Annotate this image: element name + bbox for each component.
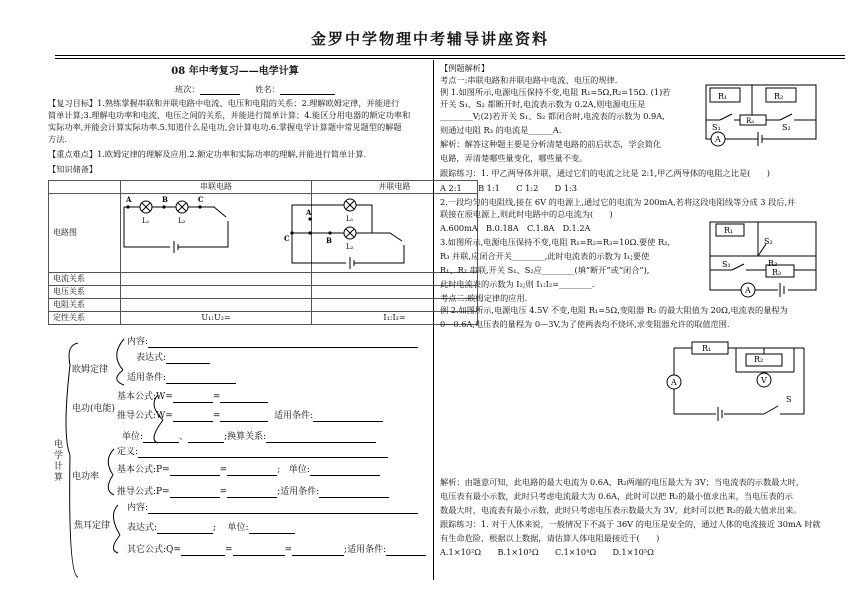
ohm-expression: 表达式: [136,352,210,364]
table-header-cell: 并联电路 [312,181,478,194]
table-row [49,286,478,299]
ohm-content: 内容: [127,336,418,348]
label-R1: R₁ [718,92,728,101]
label-S2: S₂ [764,237,773,246]
analysis-line: 跟踪练习：1. 对于人体来说，一般情况下不高于 36V 的电压是安全的，通过人体的电流接近 30mA 时就 [440,519,821,529]
label-C: C [284,234,290,243]
work-label: 电功(电能) [72,404,116,414]
table-header-row [49,181,478,194]
label-S: S [786,395,792,404]
kp2: 考点二:欧姆定律的应用. [440,293,528,303]
voltmeter-V: V [761,376,767,385]
label-R3: R₃ [772,268,782,277]
label-S1: S₁ [712,123,721,132]
ammeter-A: A [715,135,721,144]
label-B: B [326,236,332,245]
label-C: C [198,195,204,204]
joule-expression: 表达式: ; 单位: [127,522,295,534]
analysis-line: 数最大时，电流表有最小示数，此时只考虑电压表示数最大为 3V，此时可以把 R₂的最大值求出来。 [440,505,802,515]
class-line: 班次： 姓名： [175,83,335,95]
q3-circuit-diagram [706,218,828,300]
power-basic: 基本公式:P= = ; 单位: [117,464,380,476]
power-label: 电功率 [72,472,100,482]
table-row [49,273,478,286]
work-derived: 推导公式:W= = 适用条件: [117,410,383,422]
power-definition: 定义: [117,446,388,458]
q2-line: 联接在原电源上,则此时电路中的总电流为( ) [440,209,613,219]
label-R2: R₂ [774,92,784,101]
section-label: 【例题解析】 [440,63,490,73]
analysis-line: 有生命危险，根据以上数据，请估算人体电阻最接近于( ) [440,533,660,543]
choices-1: A 2:1 B 1:1 C 1:2 D 1:3 [440,183,578,193]
label-R1: R₁ [702,344,712,353]
ex2-line: 0—0.6A,电压表的量程为 0—3V,为了使两表均不烧坏,求变阻器允许的取值范围. [440,319,730,329]
page-header: 金罗中学物理中考辅导讲座资料 [310,30,549,48]
table-row [49,299,478,312]
q3-line: 此时电流表的示数为 I₂;则 I₁:I₂=________. [440,279,595,289]
ohm-condition: 适用条件: [127,372,236,384]
label-R1: R₁ [724,226,734,235]
header-rule [55,55,845,56]
ex1-line: 解析：解答这种题主要是分析清楚电路的前后状态，学会简化 [440,139,662,149]
example2-circuit-diagram [664,336,814,424]
kp1: 考点一:串联电路和并联电路中电流、电压的规律. [440,75,618,85]
label-B: B [162,195,168,204]
goals-line-2: 简单计算;3.理解电功率和电流、电压之间的关系，并能进行简单计算；4.能区分用电器的额定功率和 [48,110,411,120]
example1-circuit-diagram [700,82,830,160]
label-L1: L₁ [142,217,150,225]
ex1-line: 跟踪练习：1. 甲乙两导体并联，通过它们的电流之比是 2:1,甲乙两导体的电阻之比是( ) [440,168,770,178]
label-R3: R₃ [746,117,755,125]
goals-line-1: 【复习目标】1.熟练掌握串联和并联电路中电流、电压和电阻的关系；2.理解欧姆定律，并能进行 [48,98,400,108]
row-label: 电压关系 [49,286,121,299]
table-row: 定性关系 U₁:U₂= I₁:I₂= [49,312,478,325]
ex1-line: 电路，弄清楚哪些量变化，哪些量不变。 [440,153,588,163]
label-A: A [306,208,312,217]
ohm-law-label: 欧姆定律 [72,365,109,375]
analysis-line: 解析：由题意可知，此电路的最大电流为 0.6A，R₂两端的电压最大为 3V；当电流表的示数最大时， [440,477,805,487]
tree-root-label: 电学计算 [54,440,64,483]
label-R2: R₂ [754,355,764,364]
table-header-cell: 串联电路 [121,181,312,194]
label-R2: R₂ [768,259,778,268]
joule-content: 内容: [127,502,418,514]
ammeter-A: A [671,378,677,387]
ex1-line: ________V;(2)若开关 S₁、S₂ 都闭合时,电流表的示数为 0.9A, [440,111,665,121]
choices-3: A.1×10²Ω B.1×10³Ω C.1×10⁴Ω D.1×10⁵Ω [440,547,654,557]
worksheet-title: 08 年中考复习——电学计算 [171,66,299,77]
analysis-line: 电压表有最小示数，此时只考虑电流最大为 0.6A，此时可以把 R₂的最小值求出来，当电压表的示 [440,491,793,501]
label-S2: S₂ [782,123,791,132]
ex1-line: 则通过电阻 R₃ 的电流是______A. [440,125,562,135]
parallel-circuit-diagram [282,193,417,269]
row-label: 电流关系 [49,273,121,286]
label-L2: L₂ [346,243,354,251]
work-basic: 基本公式:W= = [117,391,268,403]
q2-line: 2.一段均匀的电阻线,接在 6V 的电源上,通过它的电流为 200mA,若将这段电阻线等分成 3 段后,并 [440,197,796,207]
row-label: 电阻关系 [49,299,121,312]
label-S1: S₁ [722,260,731,269]
ex1-line: 开关 S₁、S₂ 都断开时,电流表示数为 0.2A,则电源电压是 [440,99,646,109]
power-derived: 推导公式:P= = ;适用条件: [117,486,389,498]
table-header-cell [49,181,121,194]
series-circuit-diagram [116,195,246,261]
label-L2: L₂ [178,217,186,225]
label-A: A [126,195,132,204]
row-label: 定性关系 [49,312,121,325]
choices-2: A.600mA B.0.18A C.1.8A D.1.2A [440,223,591,233]
row-label: 电路图 [49,194,121,273]
q3-line: 3.如图所示,电源电压保持不变,电阻 R₁=R₂=R₃=10Ω.要使 R₂, [440,237,671,247]
work-units: 单位: 、 ;换算关系: [122,431,376,443]
ex1-line: 例 1.如图所示,电源电压保持不变,电阻 R₁=5Ω,R₂=15Ω. (1)若 [440,87,671,97]
joule-other: 其它公式:Q= = = ;适用条件: [127,544,426,556]
ex2-line: 例 2.如图所示,电源电压 4.5V 不变,电阻 R₁=5Ω,变阻器 R₂ 的最大阻值为 20Ω,电流表的量程为 [440,305,788,315]
q3-line: R₃ 并联,应闭合开关________,此时电流表的示数为 I₁;要使 [440,251,650,261]
key-points: 【重点难点】1.欧姆定律的理解及应用.2.额定功率和实际功率的理解,并能进行简单计算. [48,149,367,159]
knowledge-label: 【知识储备】 [48,164,98,174]
joule-label: 焦耳定律 [74,521,111,531]
q3-line: R₁、R₂ 串联,开关 S₁、S₂应________(填“断开”或“闭合”), [440,265,650,275]
goals-line-4: 方法. [48,134,67,144]
header-rule-2 [55,58,845,59]
label-L1: L₁ [346,215,354,223]
goals-line-3: 实际功率,并能会计算实际功率.5.知道什么是电功,会计算电功.6.掌握电学计算题中常见题型的解题 [48,122,402,132]
ammeter-A: A [745,286,751,295]
